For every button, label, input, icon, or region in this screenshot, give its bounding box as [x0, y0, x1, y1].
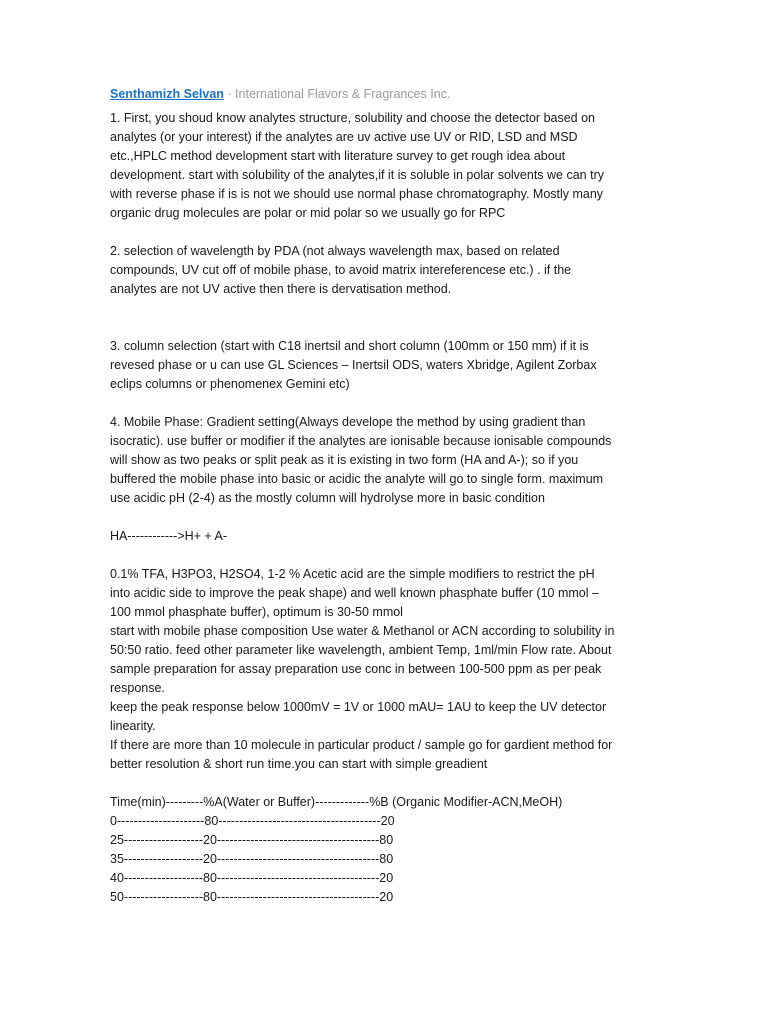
author-separator: · [223, 87, 236, 101]
gradient-table-row: 50-------------------80---------------------------------------20 [110, 890, 394, 904]
paragraph-modifiers: 0.1% TFA, H3PO3, H2SO4, 1-2 % Acetic acid are the simple modifiers to restrict the pH into acidic side to improve the peak shape) and well known phasphate buffer (10 mmol – 100 mmol phasphate buffer), optimum is 30-50 mmol start with mobile phase composition Use water & Methanol or ACN according to solubility in 50:50 ratio. feed other parameter like wavelength, ambient Temp, 1ml/min Flow rate. About sample preparation for assay preparation use conc in between 100-500 ppm as per peak response. keep the peak response below 1000mV = 1V or 1000 mAU= 1AU to keep the UV detector linearity. If there are more than 10 molecule in particular product / sample go for gardient method for better resolution & short run time.you can start with simple greadient [110, 567, 615, 771]
gradient-table-header: Time(min)---------%A(Water or Buffer)-------------%B (Organic Modifier-ACN,MeOH) [110, 795, 563, 809]
dissociation-equation: HA------------>H+ + A- [110, 529, 227, 543]
gradient-table-row: 0---------------------80---------------------------------------20 [110, 814, 395, 828]
author-line [110, 84, 650, 104]
paragraph-detector: 1. First, you shoud know analytes structure, solubility and choose the detector based on analytes (or your interest) if the analytes are uv active use UV or RID, LSD and MSD etc.,HPLC method development start with literature survey to get rough idea about development. start with solubility of the analytes,if it is soluble in polar solvents we can try with reverse phase if is is not we should use normal phase chromatography. Mostly many organic drug molecules are polar or mid polar so we usually go for RPC [110, 111, 604, 220]
gradient-table-row: 40-------------------80---------------------------------------20 [110, 871, 394, 885]
paragraph-wavelength: 2. selection of wavelength by PDA (not always wavelength max, based on related compounds, UV cut off of mobile phase, to avoid matrix intereferencese etc.) . if the analytes are not UV active then there is dervatisation method. [110, 244, 572, 296]
paragraph-mobile-phase: 4. Mobile Phase: Gradient setting(Always develope the method by using gradient than isocratic). use buffer or modifier if the analytes are ionisable because ionisable compounds will show as two peaks or split peak as it is existing in two form (HA and A-); so if you buffered the mobile phase into basic or acidic the analyte will go to single form. maximum use acidic pH (2-4) as the mostly column will hydrolyse more in basic condition [110, 415, 612, 505]
answer-content [110, 84, 650, 907]
author-organization: International Flavors & Fragrances Inc. [235, 87, 451, 101]
paragraph-column: 3. column selection (start with C18 inertsil and short column (100mm or 150 mm) if it is revesed phase or u can use GL Sciences – Inertsil ODS, waters Xbridge, Agilent Zorbax eclips columns or phenomenex Gemini etc) [110, 339, 597, 391]
gradient-table [110, 793, 650, 907]
gradient-table-row: 35-------------------20---------------------------------------80 [110, 852, 394, 866]
author-name-link[interactable]: Senthamizh Selvan [110, 87, 224, 101]
gradient-table-row: 25-------------------20---------------------------------------80 [110, 833, 394, 847]
